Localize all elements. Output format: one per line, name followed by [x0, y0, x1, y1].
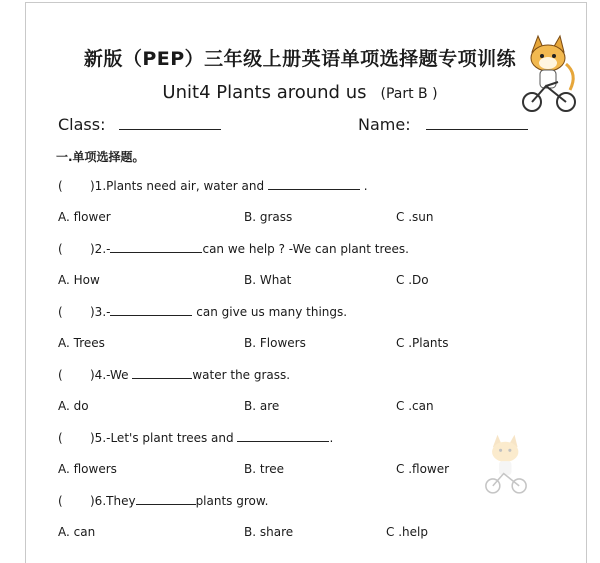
question-row — [0, 304, 600, 322]
options-row — [0, 399, 600, 417]
class-field — [58, 115, 221, 134]
section-title: 一.单项选择题。 — [56, 150, 145, 164]
question-row — [0, 178, 600, 196]
answer-blank — [136, 493, 196, 505]
options-row — [0, 336, 600, 354]
class-blank — [119, 115, 221, 130]
option-c: C .Do — [396, 273, 429, 287]
question-row — [0, 241, 600, 259]
question-text-end: can we help ? -We can plant trees. — [202, 242, 409, 256]
options-row — [0, 210, 600, 228]
answer-blank — [237, 430, 329, 442]
part-label: (Part B ) — [380, 86, 438, 102]
options-row — [0, 462, 600, 480]
option-b: B. are — [244, 399, 280, 413]
answer-paren: ( — [58, 431, 63, 445]
option-a: A. do — [58, 399, 89, 413]
question-text: )5.-Let's plant trees and — [90, 431, 234, 445]
answer-paren: ( — [58, 242, 63, 256]
answer-blank — [110, 241, 202, 253]
unit-title: Unit4 Plants around us — [162, 82, 367, 103]
question-text: )3.- — [90, 305, 111, 319]
name-label: Name: — [358, 115, 411, 134]
name-blank — [426, 115, 528, 130]
question-text-end: water the grass. — [192, 368, 291, 382]
option-a: A. flower — [58, 210, 111, 224]
class-label: Class: — [58, 115, 106, 134]
option-b: B. What — [244, 273, 292, 287]
answer-paren: ( — [58, 179, 63, 193]
worksheet-title-chinese: 新版（PEP）三年级上册英语单项选择题专项训练 — [83, 48, 517, 70]
question-text-end: plants grow. — [195, 494, 269, 508]
option-a: A. can — [58, 525, 96, 539]
option-a: A. How — [58, 273, 100, 287]
question-row — [0, 367, 600, 385]
question-row — [0, 493, 600, 511]
option-a: A. Trees — [58, 336, 105, 350]
answer-paren: ( — [58, 368, 63, 382]
options-row — [0, 273, 600, 291]
option-c: C .can — [396, 399, 434, 413]
answer-paren: ( — [58, 305, 63, 319]
question-text: )6.They — [90, 494, 136, 508]
option-c: C .help — [386, 525, 428, 539]
question-row — [0, 430, 600, 448]
option-c: C .sun — [396, 210, 434, 224]
option-b: B. tree — [244, 462, 285, 476]
question-text-end: can give us many things. — [196, 305, 348, 319]
option-b: B. Flowers — [244, 336, 306, 350]
name-field — [358, 115, 528, 134]
option-b: B. grass — [244, 210, 293, 224]
question-text-end: . — [363, 179, 368, 193]
answer-blank — [268, 178, 360, 190]
options-row — [0, 525, 600, 543]
question-text: )4.-We — [90, 368, 129, 382]
answer-blank — [132, 367, 192, 379]
worksheet-title-english — [0, 82, 600, 103]
question-text-end: . — [329, 431, 334, 445]
question-text: )1.Plants need air, water and — [90, 179, 265, 193]
option-b: B. share — [244, 525, 294, 539]
option-c: C .flower — [396, 462, 450, 476]
answer-blank — [110, 304, 192, 316]
answer-paren: ( — [58, 494, 63, 508]
question-text: )2.- — [90, 242, 111, 256]
option-a: A. flowers — [58, 462, 117, 476]
option-c: C .Plants — [396, 336, 449, 350]
